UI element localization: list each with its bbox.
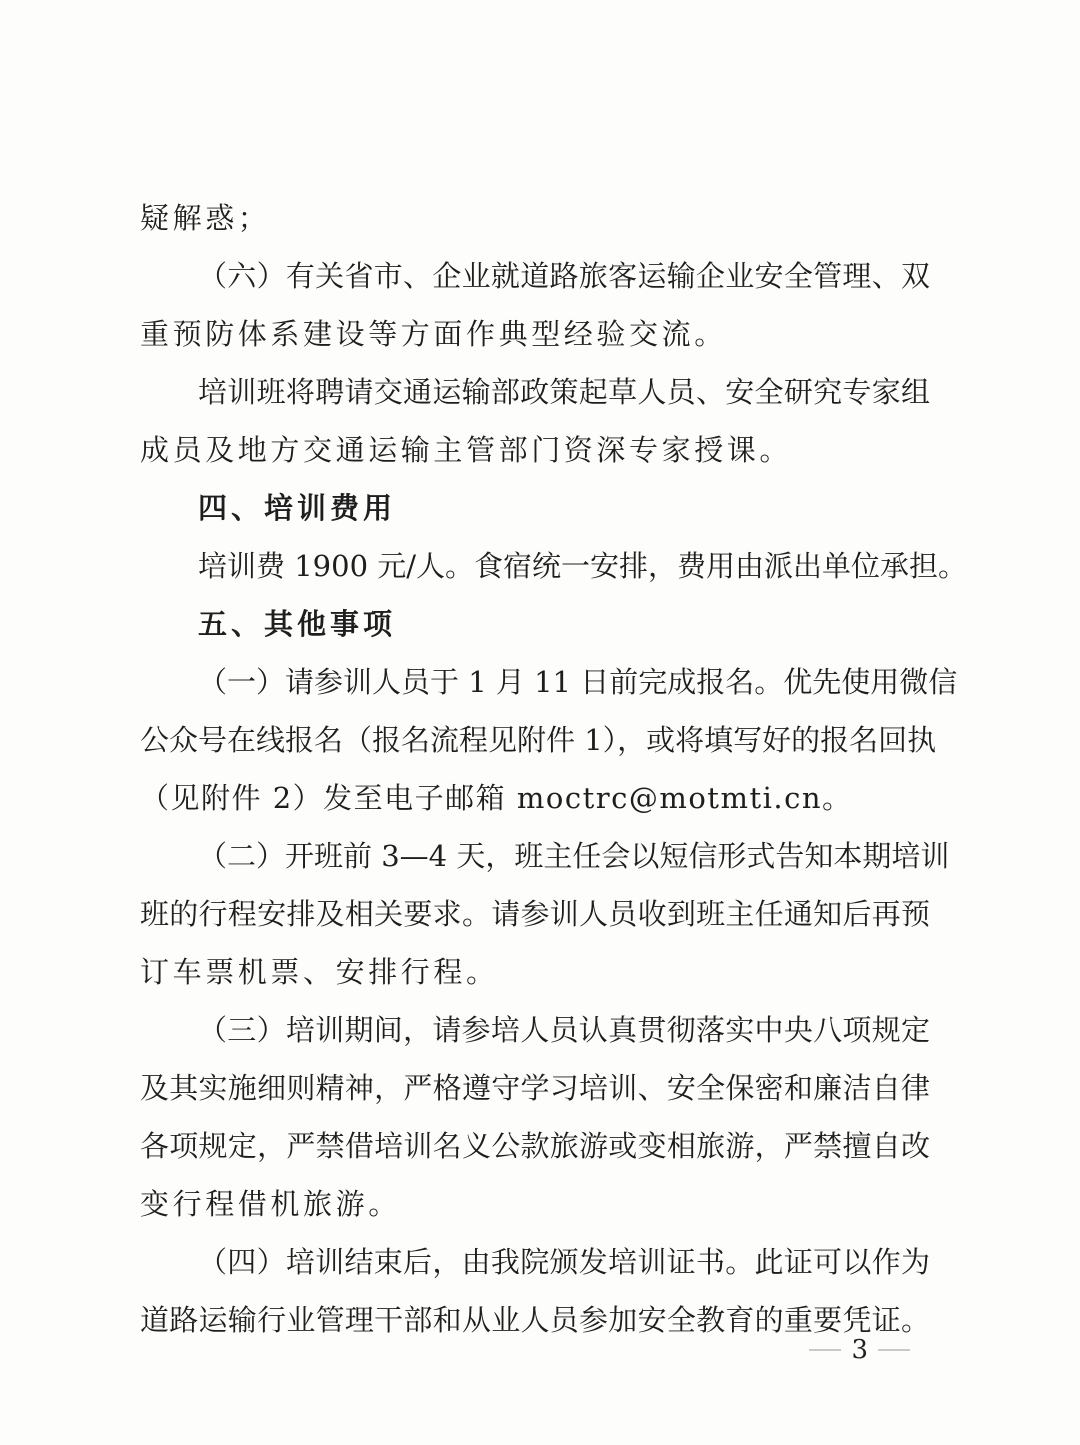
text-line-12: （二）开班前 3—4 天，班主任会以短信形式告知本期培训	[198, 839, 950, 873]
section-heading-fee: 四、培训费用	[198, 491, 397, 525]
text-line-15: （三）培训期间，请参培人员认真贯彻落实中央八项规定	[198, 1013, 930, 1047]
text-line-2: （六）有关省市、企业就道路旅客运输企业安全管理、双	[198, 259, 930, 293]
text-line-16: 及其实施细则精神，严格遵守学习培训、安全保密和廉洁自律	[140, 1071, 930, 1105]
page-number: 3	[851, 1335, 868, 1365]
page-number-dash-right	[878, 1349, 910, 1351]
section-heading-other: 五、其他事项	[198, 607, 397, 641]
text-line-20: 道路运输行业管理干部和从业人员参加安全教育的重要凭证。	[140, 1303, 930, 1337]
text-line-11: （见附件 2）发至电子邮箱 moctrc@motmti.cn。	[140, 781, 853, 815]
text-line-1: 疑解惑；	[140, 201, 271, 235]
text-line-13: 班的行程安排及相关要求。请参训人员收到班主任通知后再预	[140, 897, 930, 931]
text-line-10: 公众号在线报名（报名流程见附件 1），或将填写好的报名回执	[140, 723, 937, 757]
text-line-4: 培训班将聘请交通运输部政策起草人员、安全研究专家组	[198, 375, 930, 409]
text-line-14: 订车票机票、安排行程。	[140, 955, 499, 989]
text-line-17: 各项规定，严禁借培训名义公款旅游或变相旅游，严禁擅自改	[140, 1129, 930, 1163]
text-line-19: （四）培训结束后，由我院颁发培训证书。此证可以作为	[198, 1245, 930, 1279]
text-line-7: 培训费 1900 元/人。食宿统一安排，费用由派出单位承担。	[198, 549, 968, 583]
text-line-3: 重预防体系建设等方面作典型经验交流。	[140, 317, 727, 351]
text-line-9: （一）请参训人员于 1 月 11 日前完成报名。优先使用微信	[198, 665, 958, 699]
page-number-dash-left	[809, 1349, 841, 1351]
page-footer	[0, 1330, 1080, 1370]
text-line-5: 成员及地方交通运输主管部门资深专家授课。	[140, 433, 793, 467]
text-line-18: 变行程借机旅游。	[140, 1187, 401, 1221]
page-number-group	[809, 1335, 910, 1365]
